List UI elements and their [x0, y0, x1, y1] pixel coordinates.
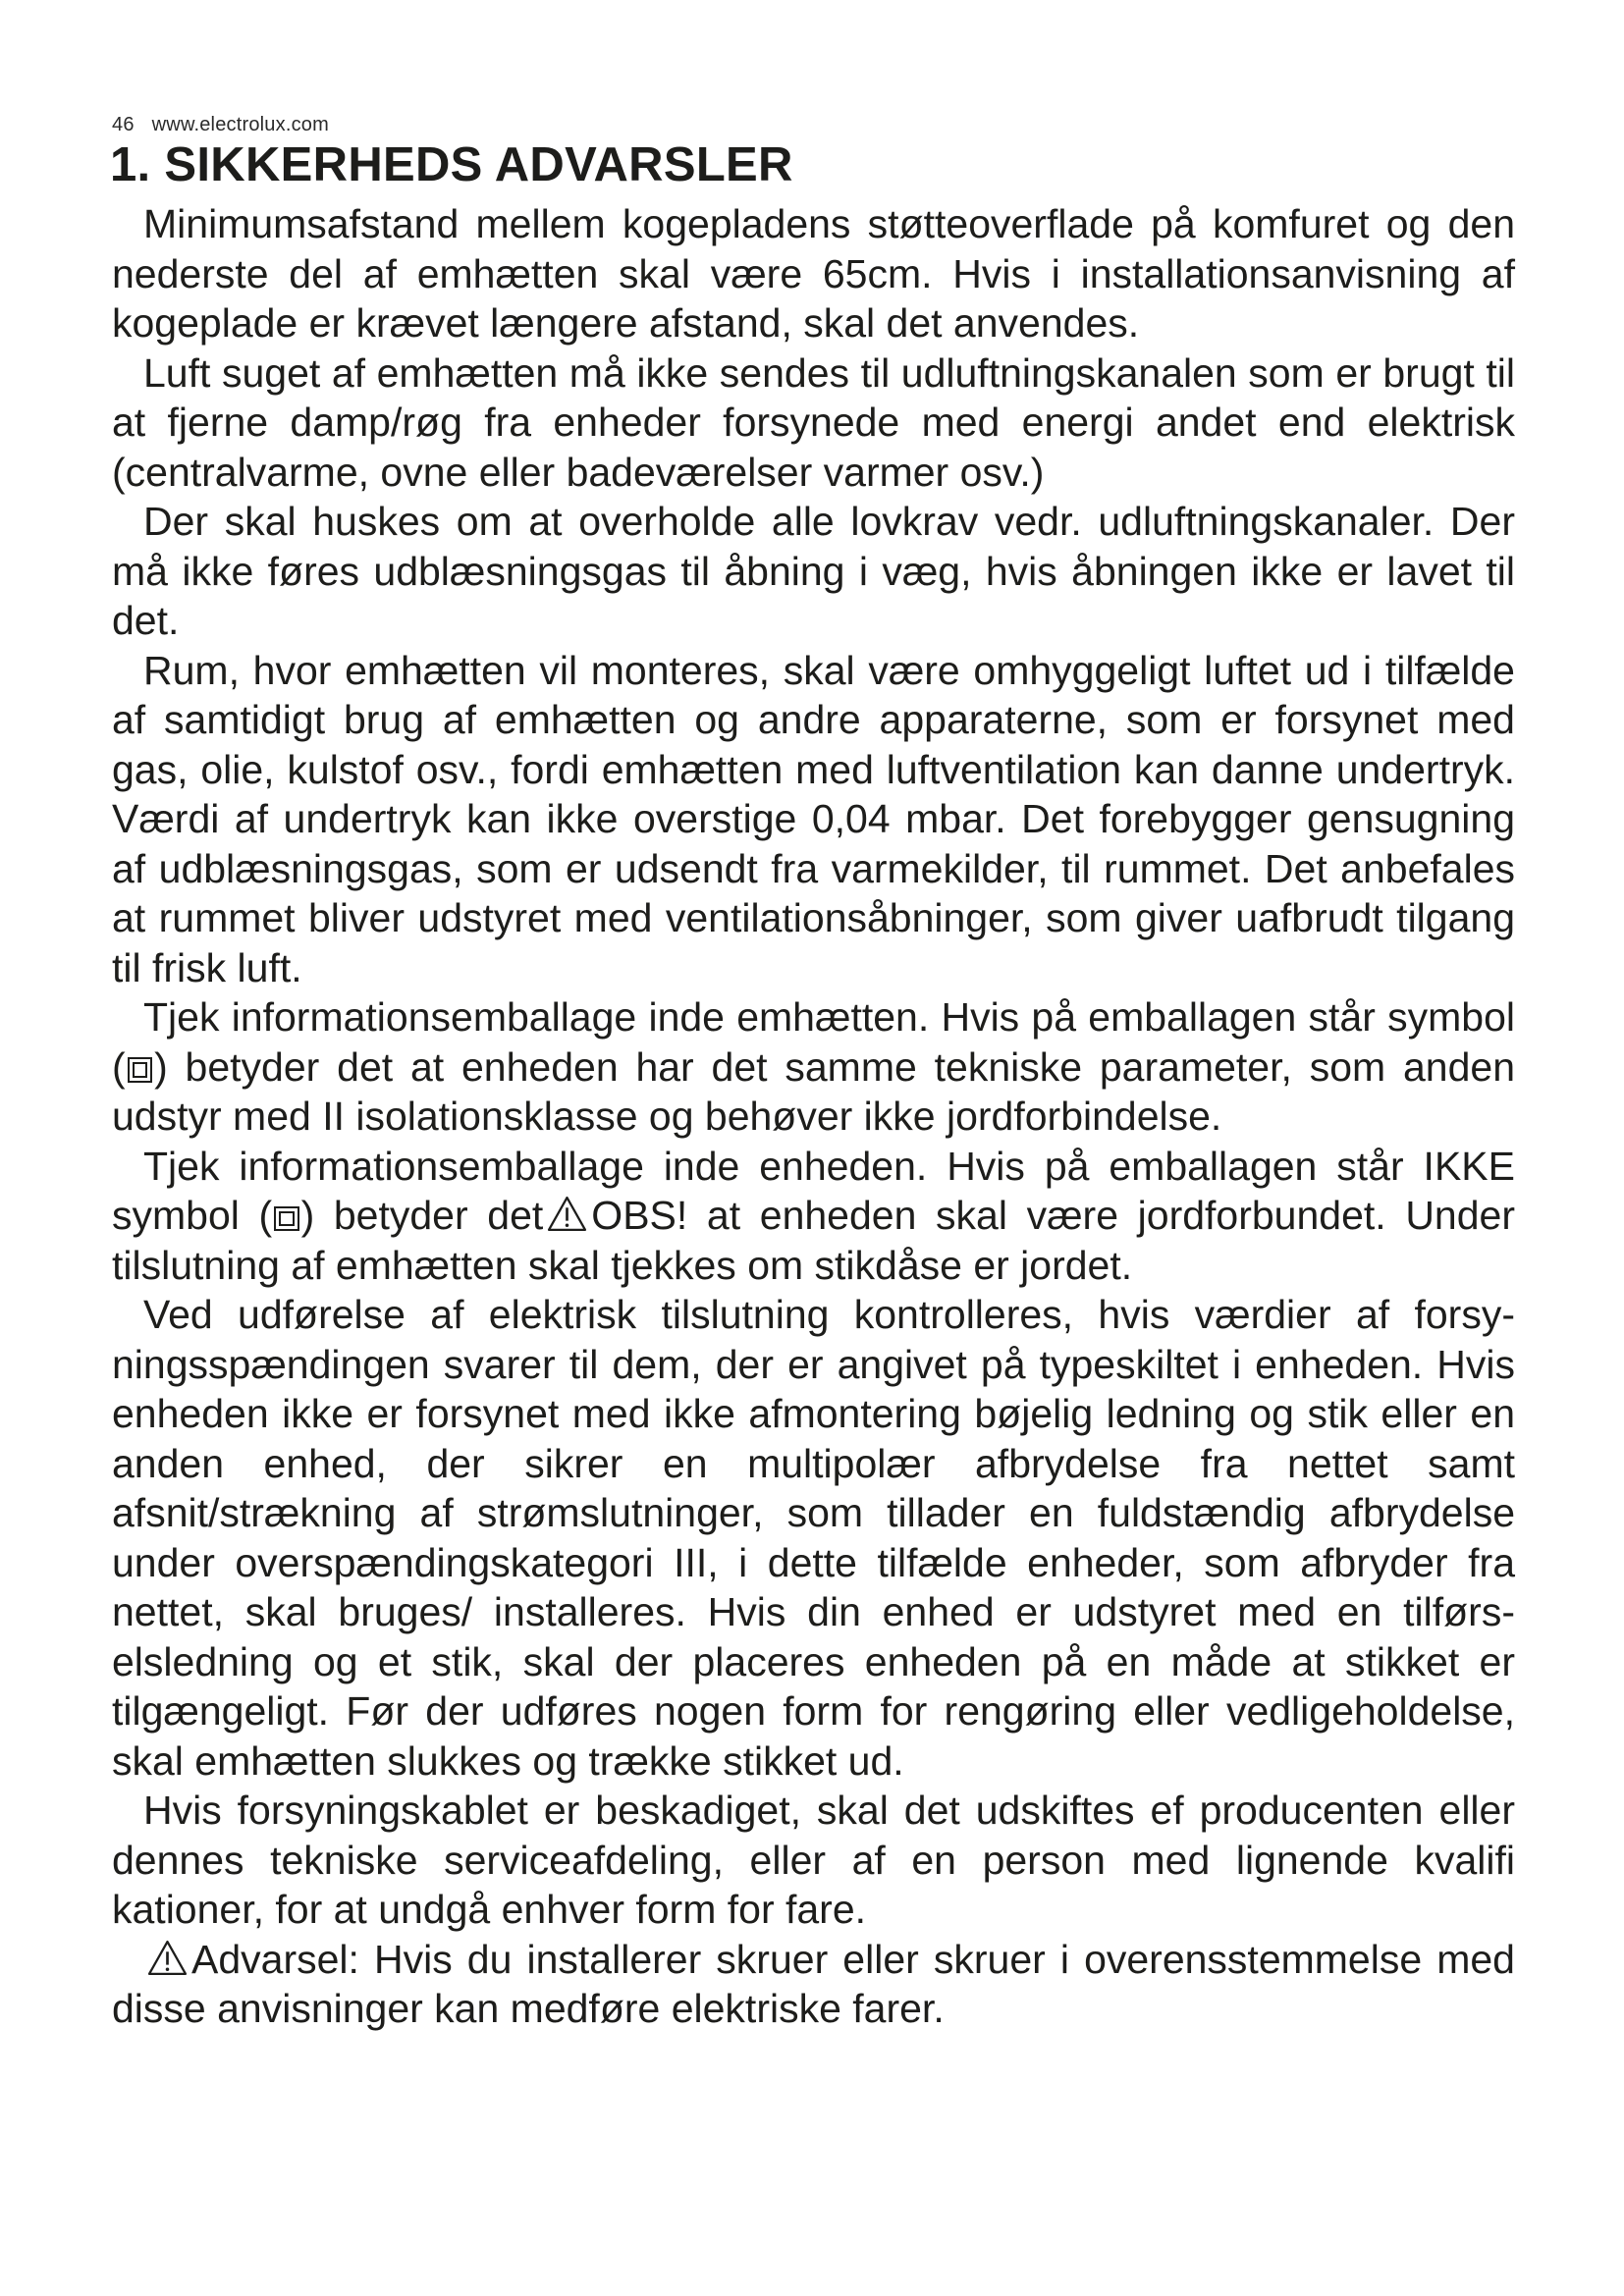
section-body	[112, 199, 1515, 2034]
page-header	[112, 114, 329, 136]
section-title: 1. SIKKERHEDS ADVARSLER	[110, 138, 793, 191]
double-square-icon	[128, 1057, 152, 1082]
paragraph-earthing: Tjek informationsemballage inde enheden. Hvis på emballagen står IKKE symbol ( ) betyder det OBS! at enheden skal være jordforbundet. Under tilslutning af emhætten skal tjekkes om stikdåse er jordet.	[112, 1143, 1515, 1288]
paragraph-air-exhaust: Luft suget af emhætten må ikke sendes til udluftningskanalen som er brugt til at fjerne damp/røg fra enheder forsynede med energi andet end elektrisk (centralvarme, ovne eller badeværelser varmer osv.)	[112, 349, 1515, 495]
paragraph-supply-cable: Hvis forsyningskablet er beskadiget, skal det udskiftes ef producenten eller dennes tekniske serviceafdeling, eller af en person med lignende kvalifi kationer, for at undgå enhver form for fare.	[112, 1788, 1515, 1932]
paragraph-room-ventilation: Rum, hvor emhætten vil monteres, skal være omhyggeligt luftet ud i tilfælde af samtidigt brug af emhætten og andre apparaterne, som er forsynet med gas, olie, kulstof osv., fordi emhætten med luftventilation kan danne undertryk. Værdi af undertryk kan ikke overstige 0,04 mbar. Det forebygger gensugning af udblæsningsgas, som er udsendt fra varmekilder, til rummet. Det anbefales at rummet bliver udstyret med ventilationsåbninger, som giver uafbrudt tilgang til frisk luft.	[112, 647, 1515, 990]
paragraph-warning-screws: Advarsel: Hvis du installerer skruer eller skruer i overensstemmelse med disse anvisninger kan medføre elektriske farer.	[112, 1936, 1515, 2031]
page-number: 46	[112, 114, 135, 135]
paragraph-regulations: Der skal huskes om at overholde alle lovkrav vedr. udluftningskanaler. Der må ikke føres udblæsningsgas til åbning i væg, hvis åbningen ikke er lavet til det.	[112, 499, 1515, 643]
paragraph-hob-distance: Minimumsafstand mellem kogepladens støtteoverflade på komfuret og den nederste del af emhætten skal være 65cm. Hvis i installationsanvisning af kogeplade er krævet længere afstand, skal det anvendes.	[112, 201, 1515, 346]
paragraph-electrical-connection: Ved udførelse af elektrisk tilslutning kontrolleres, hvis værdier af forsyningsspændingen svarer til dem, der er angivet på typeskiltet i enheden. Hvis enheden ikke er forsynet med ikke afmontering bøjelig ledning og stik eller en anden enhed, der sikrer en multipolær afbrydelse fra nettet samt afsnit/strækning af strømslutninger, som tillader en fuldstændig afbrydelse under overspændingskategori III, i dette tilfælde enheder, som afbryder fra nettet, skal bruges/ installeres. Hvis din enhed er udstyret med en tilførselsledning og et stik, skal der placeres enheden på en måde at stikket er tilgængeligt. Før der udføres nogen form for rengøring eller vedligeholdelse, skal emhætten slukkes og trække stikket ud.	[112, 1292, 1515, 1784]
paragraph-class2-symbol: Tjek informationsemballage inde emhætten. Hvis på emballagen står symbol ( ) betyder det at enheden har det samme tekniske parameter, som anden udstyr med II isolationsklasse og behøver ikke jordforbindelse.	[112, 994, 1515, 1139]
double-square-icon	[274, 1206, 298, 1231]
warning-triangle-icon	[147, 1940, 188, 1976]
website-link[interactable]: www.electrolux.com	[151, 114, 329, 135]
warning-triangle-icon	[547, 1196, 587, 1232]
